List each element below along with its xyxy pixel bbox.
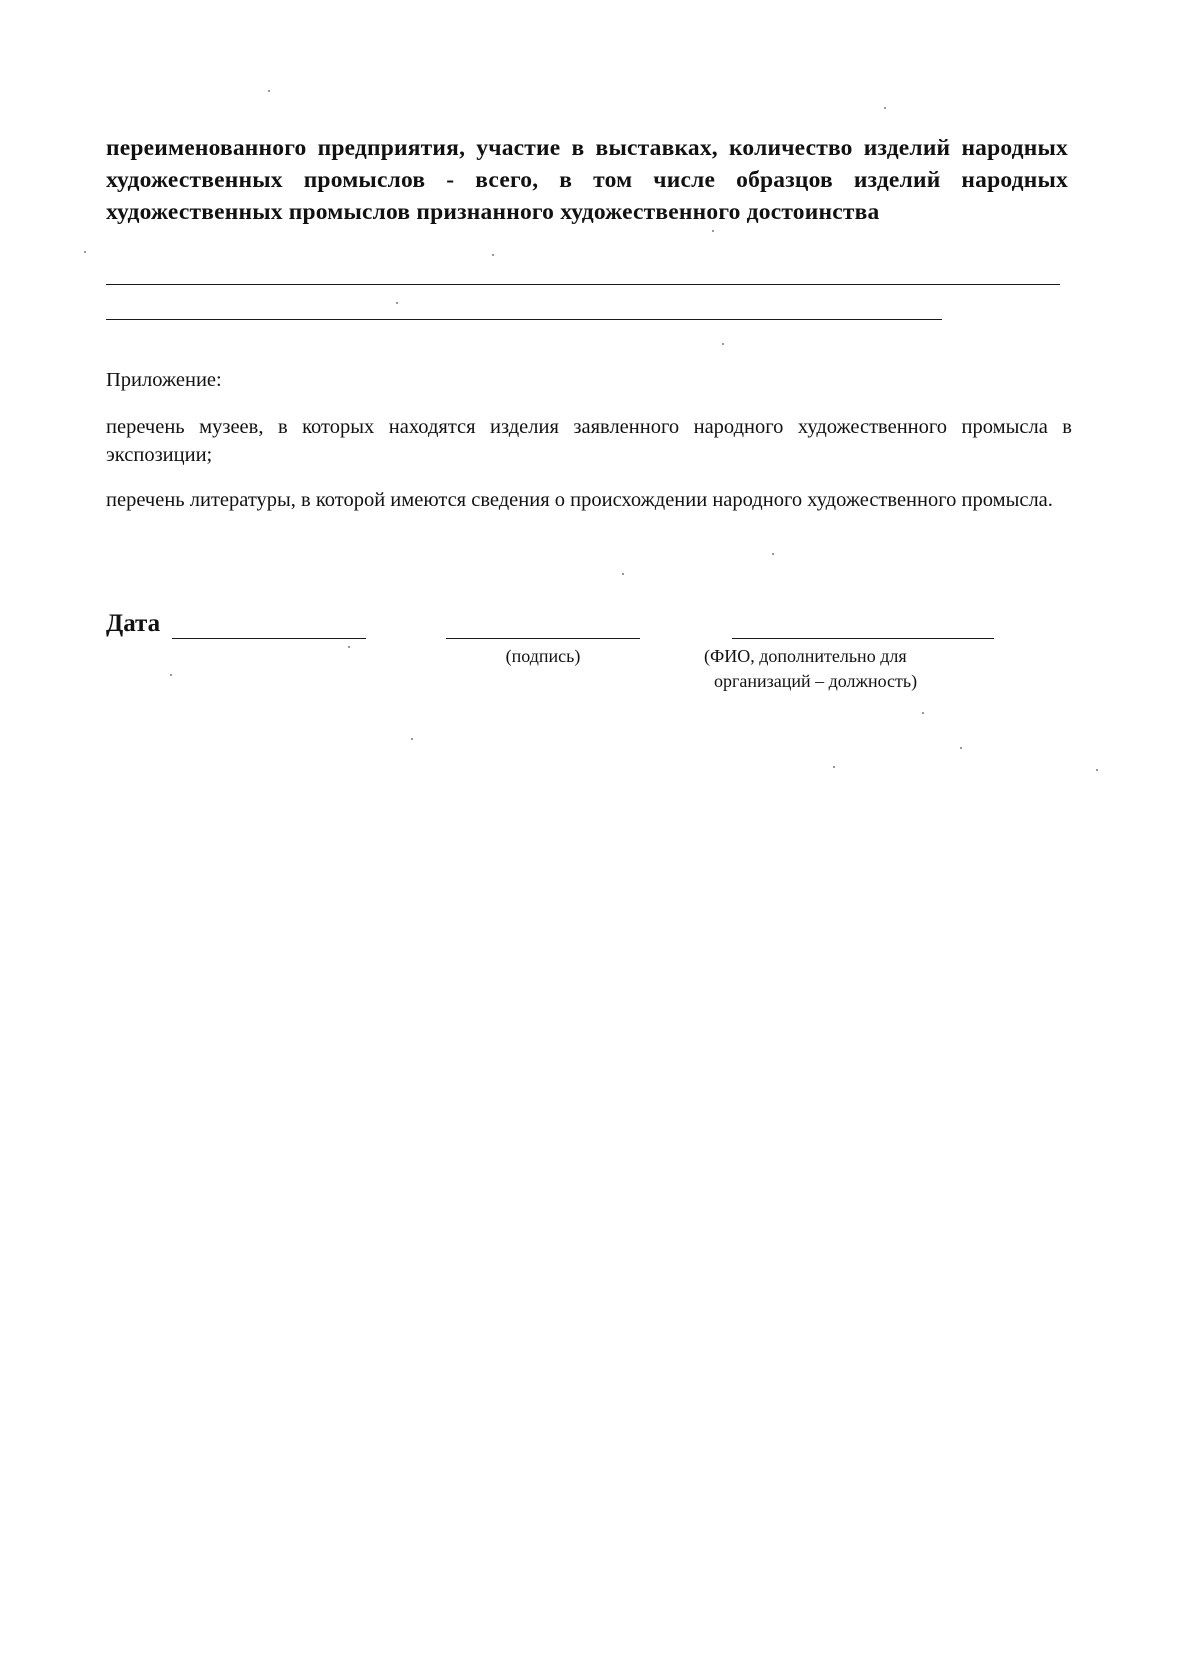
fill-in-line-2	[106, 319, 942, 320]
scan-speck	[84, 251, 86, 253]
scan-speck	[722, 343, 724, 345]
scan-speck	[922, 712, 924, 714]
scan-speck	[348, 646, 350, 648]
name-caption-line-1: (ФИО, дополнительно для	[704, 646, 907, 666]
name-line	[732, 638, 994, 639]
scan-speck	[622, 573, 624, 575]
scan-speck	[1096, 769, 1098, 771]
scan-speck	[772, 553, 774, 555]
name-caption-line-2: организаций – должность)	[714, 671, 918, 691]
appendix-label: Приложение:	[106, 369, 222, 391]
signature-caption: (подпись)	[505, 646, 581, 666]
scan-speck	[411, 738, 413, 740]
scan-speck	[170, 674, 172, 676]
scan-speck	[960, 747, 962, 749]
scan-speck	[268, 90, 270, 92]
date-label: Дата	[106, 610, 161, 637]
scan-speck	[712, 230, 714, 232]
scan-speck	[833, 766, 835, 768]
appendix-item-literature: перечень литературы, в которой имеются сведения о происхождении народного художественного промысла.	[106, 489, 1053, 511]
appendix-item-museums: перечень музеев, в которых находятся изделия заявленного народного художественного промысла в экспозиции;	[106, 416, 1072, 466]
scan-speck	[492, 254, 494, 256]
signature-line	[446, 638, 640, 639]
scan-speck	[884, 107, 886, 109]
fill-in-line-1	[106, 284, 1060, 285]
name-caption	[700, 644, 1020, 694]
scan-speck	[396, 302, 398, 304]
date-line	[172, 638, 366, 639]
heading-paragraph: переименованного предприятия, участие в выставках, количество изделий народных художественных промыслов - всего, в том числе образцов изделий народных художественных промыслов признанного художественного достоинства	[106, 135, 1068, 225]
